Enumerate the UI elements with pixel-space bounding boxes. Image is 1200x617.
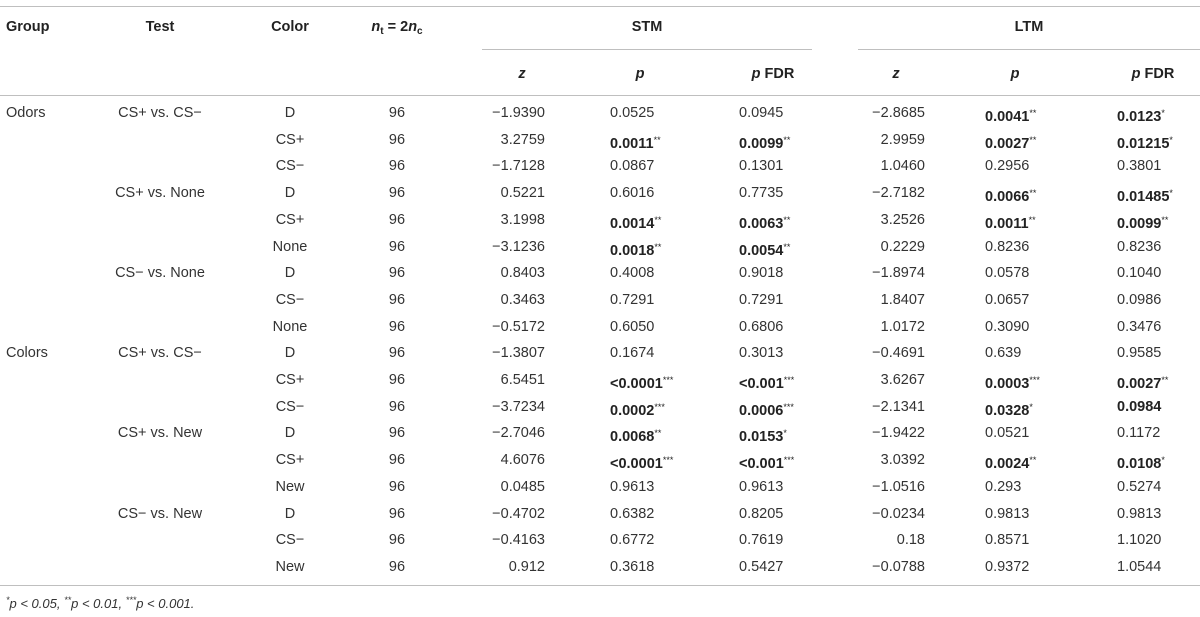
cell-ltm-p	[985, 157, 1029, 175]
cell-value: <0.001	[739, 376, 784, 392]
cell-n: 96	[388, 452, 406, 469]
cell-stm-z: −3.7234	[492, 398, 545, 415]
cell-value: 0.6806	[739, 318, 784, 335]
cell-value: 0.2956	[985, 158, 1030, 175]
cell-stm-z: 6.5451	[500, 372, 545, 388]
cell-n: 96	[388, 532, 406, 549]
cell-stm-fdr	[739, 344, 783, 362]
footnote-sym-2: **	[64, 595, 72, 605]
header-stm-pfdr-p: p	[751, 66, 761, 82]
cell-ltm-p	[985, 184, 1036, 206]
header-n-sub-t: t	[380, 26, 384, 37]
cell-stm-fdr	[739, 131, 790, 153]
significance-marker: *	[1169, 188, 1173, 199]
cell-value: 0.0063	[739, 215, 784, 232]
cell-ltm-p	[985, 264, 1029, 282]
significance-marker: **	[1029, 455, 1037, 466]
cell-group: Odors	[6, 105, 46, 121]
cell-test: CS+ vs. New	[117, 425, 203, 442]
cell-value: 0.3476	[1117, 318, 1162, 335]
significance-marker: **	[783, 241, 791, 252]
cell-n: 96	[388, 185, 406, 202]
cell-value: 0.0521	[985, 425, 1030, 442]
cell-n: 96	[388, 131, 406, 148]
cell-value: 0.0578	[985, 265, 1030, 282]
cell-stm-p	[610, 344, 654, 362]
cell-stm-z: −0.5172	[492, 318, 545, 335]
cell-stm-p	[610, 131, 661, 153]
cell-group: Colors	[6, 345, 48, 362]
cell-ltm-fdr	[1117, 264, 1161, 282]
footnote	[6, 595, 194, 611]
header-stm-p	[595, 65, 685, 83]
bottom-rule	[0, 585, 1200, 586]
cell-ltm-z: 3.0392	[880, 452, 925, 469]
header-bottom-rule	[0, 95, 1200, 96]
cell-ltm-z: −0.0788	[872, 558, 925, 575]
cell-n: 96	[388, 505, 406, 522]
cell-value: 0.3013	[739, 345, 784, 362]
significance-marker: *	[1161, 455, 1165, 466]
cell-value: 0.4008	[610, 265, 655, 282]
cell-ltm-z: −2.1341	[872, 398, 925, 415]
cell-value: 0.9585	[1117, 345, 1162, 362]
significance-marker: ***	[654, 401, 665, 412]
cell-stm-p	[610, 371, 673, 393]
cell-value: 0.9613	[610, 478, 655, 495]
cell-value: 0.5427	[739, 558, 784, 575]
cell-color: CS+	[275, 211, 305, 228]
significance-marker: ***	[783, 455, 795, 466]
cell-ltm-fdr	[1117, 344, 1161, 362]
cell-value: 0.0986	[1117, 291, 1162, 308]
header-stm-z	[482, 65, 562, 83]
cell-stm-fdr	[739, 424, 787, 446]
footnote-text-2: p < 0.01,	[71, 596, 126, 611]
significance-marker: ***	[783, 401, 794, 412]
cell-stm-z: 0.5221	[500, 185, 545, 202]
significance-marker: **	[1028, 214, 1036, 225]
cell-test: CS+ vs. CS−	[118, 105, 202, 121]
top-rule	[0, 6, 1200, 7]
cell-test: CS+ vs. CS−	[118, 345, 202, 362]
cell-ltm-p	[985, 505, 1029, 523]
cell-ltm-z: −0.0234	[872, 505, 925, 522]
cell-stm-fdr	[739, 104, 783, 122]
cell-color: CS−	[275, 532, 305, 549]
cell-value: 0.8236	[985, 238, 1030, 255]
header-ltm-pfdr	[1108, 65, 1198, 83]
cell-value: 0.0041	[985, 109, 1030, 125]
cell-value: 0.1674	[610, 345, 655, 362]
significance-marker: *	[1169, 134, 1173, 145]
header-stm: STM	[631, 19, 663, 35]
cell-test: CS− vs. None	[115, 265, 205, 282]
cell-value: 0.0099	[1117, 215, 1162, 232]
cell-ltm-fdr	[1117, 451, 1165, 473]
header-ltm-z-text: z	[892, 66, 900, 82]
cell-stm-fdr	[739, 211, 790, 233]
cell-value: 0.7735	[739, 185, 784, 202]
header-n-symbol: n	[371, 19, 381, 35]
cell-ltm-z: 0.2229	[880, 238, 925, 255]
cell-ltm-p	[985, 291, 1029, 309]
significance-marker: ***	[662, 455, 674, 466]
header-n-eq: = 2	[383, 19, 409, 35]
cell-ltm-z: 2.9959	[880, 131, 925, 148]
header-stm-pfdr	[728, 65, 818, 83]
cell-stm-p	[610, 291, 654, 309]
significance-marker: **	[783, 134, 791, 145]
cell-value: 0.0099	[739, 135, 784, 152]
header-n-symbol-2: n	[408, 19, 418, 35]
cell-value: 0.0027	[985, 135, 1030, 152]
cell-value: 0.293	[985, 478, 1022, 495]
cell-ltm-p	[985, 344, 1021, 362]
cell-value: <0.0001	[610, 456, 663, 473]
cell-stm-p	[610, 184, 654, 202]
cell-color: D	[284, 505, 296, 522]
significance-marker: *	[1029, 401, 1033, 412]
cell-value: 0.01215	[1117, 135, 1170, 152]
cell-stm-p	[610, 398, 665, 420]
cell-stm-fdr	[739, 371, 794, 393]
header-color: Color	[271, 19, 309, 35]
cell-n: 96	[388, 372, 406, 388]
cell-value: 0.9018	[739, 265, 784, 282]
cell-value: 0.0153	[739, 429, 784, 446]
cell-value: 0.0011	[610, 135, 654, 152]
cell-value: 0.639	[985, 345, 1022, 362]
cell-value: 0.0068	[610, 429, 655, 446]
cell-stm-p	[610, 478, 654, 496]
significance-marker: **	[783, 214, 791, 225]
cell-test: CS− vs. New	[117, 505, 203, 522]
cell-stm-p	[610, 238, 661, 260]
cell-ltm-z: 3.2526	[880, 211, 925, 228]
cell-ltm-z: 1.0172	[880, 318, 925, 335]
cell-stm-p	[610, 104, 654, 122]
cell-stm-fdr	[739, 264, 783, 282]
cell-stm-fdr	[739, 238, 790, 260]
cell-stm-z: 0.912	[508, 558, 545, 575]
cell-stm-z: −1.3807	[492, 345, 545, 362]
cell-value: 0.6772	[610, 532, 655, 549]
cell-n: 96	[388, 478, 406, 495]
cell-value: 0.0006	[739, 402, 784, 419]
cell-stm-z: −3.1236	[492, 238, 545, 255]
cell-stm-z: −0.4702	[492, 505, 545, 522]
significance-marker: **	[654, 428, 662, 439]
cell-stm-p	[610, 157, 654, 175]
cell-n: 96	[388, 211, 406, 228]
cell-stm-p	[610, 264, 654, 282]
cell-ltm-fdr	[1117, 211, 1168, 233]
cell-color: D	[284, 265, 296, 282]
cell-value: 0.0525	[610, 105, 655, 121]
cell-stm-z: −1.9390	[492, 105, 545, 121]
cell-n: 96	[388, 318, 406, 335]
significance-marker: **	[1161, 214, 1169, 225]
cell-n: 96	[388, 265, 406, 282]
significance-marker: ***	[1029, 375, 1040, 385]
significance-marker: **	[653, 134, 661, 145]
cell-color: CS−	[275, 398, 305, 415]
cell-stm-fdr	[739, 558, 783, 576]
cell-ltm-fdr	[1117, 531, 1161, 549]
cell-ltm-p	[985, 451, 1036, 473]
cell-value: 0.0024	[985, 456, 1030, 473]
significance-marker: *	[1161, 108, 1165, 118]
cell-ltm-z: 1.8407	[880, 291, 925, 308]
cell-ltm-z: 1.0460	[880, 158, 925, 175]
cell-value: 1.0544	[1117, 558, 1162, 575]
cell-ltm-z: −0.4691	[872, 345, 925, 362]
significance-marker: ***	[783, 375, 795, 385]
cell-n: 96	[388, 105, 406, 121]
cell-stm-z: −2.7046	[492, 425, 545, 442]
cell-value: 0.0108	[1117, 456, 1162, 473]
cell-ltm-fdr	[1117, 505, 1161, 523]
cell-value: 0.9372	[985, 558, 1030, 575]
header-ltm: LTM	[1014, 19, 1044, 35]
cell-ltm-fdr	[1117, 318, 1161, 336]
cell-stm-fdr	[739, 451, 794, 473]
cell-stm-fdr	[739, 531, 783, 549]
cell-value: 0.1301	[739, 158, 784, 175]
cell-ltm-p	[985, 558, 1029, 576]
cell-value: 0.01485	[1117, 189, 1170, 206]
cell-stm-fdr	[739, 478, 783, 496]
cell-n: 96	[388, 398, 406, 415]
stm-span-rule	[482, 49, 812, 50]
cell-value: 0.9813	[1117, 505, 1162, 522]
cell-ltm-z: 0.18	[896, 532, 925, 549]
cell-value: 0.0011	[985, 215, 1029, 232]
cell-value: 0.8205	[739, 505, 784, 522]
cell-color: None	[272, 238, 308, 255]
cell-value: 0.0984	[1117, 398, 1162, 415]
cell-value: <0.001	[739, 456, 784, 473]
cell-color: CS−	[275, 291, 305, 308]
header-test: Test	[145, 19, 175, 35]
cell-color: None	[272, 318, 308, 335]
cell-stm-p	[610, 558, 654, 576]
cell-stm-p	[610, 211, 661, 233]
cell-value: 0.0123	[1117, 109, 1162, 125]
significance-marker: **	[654, 214, 662, 225]
significance-marker: **	[1161, 375, 1169, 385]
cell-ltm-p	[985, 478, 1021, 496]
header-ltm-p	[970, 65, 1060, 83]
significance-marker: *	[783, 428, 787, 439]
cell-color: CS+	[275, 452, 305, 469]
cell-value: 0.0328	[985, 402, 1030, 419]
cell-ltm-p	[985, 398, 1033, 420]
cell-ltm-z: 3.6267	[880, 372, 925, 388]
cell-value: 0.9813	[985, 505, 1030, 522]
significance-marker: ***	[662, 375, 674, 385]
ltm-span-rule	[858, 49, 1200, 50]
cell-stm-z: 3.1998	[500, 211, 545, 228]
cell-ltm-fdr	[1117, 291, 1161, 309]
cell-stm-fdr	[739, 184, 783, 202]
cell-ltm-p	[985, 238, 1029, 256]
cell-ltm-z: −1.8974	[872, 265, 925, 282]
cell-stm-z: 0.3463	[500, 291, 545, 308]
significance-marker: **	[1029, 108, 1037, 118]
header-stm-p-text: p	[635, 66, 645, 82]
cell-ltm-fdr	[1117, 104, 1165, 126]
cell-ltm-p	[985, 131, 1036, 153]
cell-color: CS+	[275, 372, 305, 388]
footnote-text-1: p < 0.05,	[9, 596, 65, 611]
cell-ltm-p	[985, 531, 1029, 549]
cell-ltm-fdr	[1117, 238, 1161, 256]
cell-value: 0.0054	[739, 242, 784, 259]
header-ltm-p-text: p	[1010, 66, 1020, 82]
header-n-sub-c: c	[417, 26, 423, 37]
cell-n: 96	[388, 291, 406, 308]
cell-test: CS+ vs. None	[115, 185, 205, 202]
cell-value: 0.3801	[1117, 158, 1162, 175]
cell-ltm-fdr	[1117, 424, 1160, 442]
cell-value: 0.0945	[739, 105, 784, 121]
cell-stm-z: −0.4163	[492, 532, 545, 549]
footnote-sym-3: ***	[125, 595, 137, 605]
cell-ltm-p	[985, 318, 1029, 336]
cell-stm-p	[610, 318, 654, 336]
cell-ltm-p	[985, 424, 1029, 442]
cell-value: 0.7619	[739, 532, 784, 549]
cell-value: 0.0867	[610, 158, 655, 175]
cell-ltm-z: −2.7182	[872, 185, 925, 202]
footnote-sym-1: *	[6, 595, 10, 605]
cell-stm-fdr	[739, 398, 794, 420]
significance-marker: **	[1029, 188, 1037, 199]
cell-value: 0.6016	[610, 185, 655, 202]
cell-value: 0.0014	[610, 215, 655, 232]
cell-ltm-z: −2.8685	[872, 105, 925, 121]
cell-ltm-fdr	[1117, 478, 1161, 496]
cell-value: 0.1040	[1117, 265, 1162, 282]
cell-stm-p	[610, 531, 654, 549]
cell-stm-fdr	[739, 157, 783, 175]
cell-ltm-p	[985, 104, 1036, 126]
cell-value: 0.6050	[610, 318, 655, 335]
cell-color: New	[275, 478, 305, 495]
header-group: Group	[6, 19, 50, 35]
header-ltm-pfdr-rest: FDR	[1140, 66, 1175, 82]
cell-value: 0.0657	[985, 291, 1030, 308]
cell-stm-z: 0.8403	[500, 265, 545, 282]
cell-ltm-fdr	[1117, 131, 1173, 153]
cell-color: New	[275, 558, 305, 575]
cell-color: D	[284, 105, 296, 121]
cell-n: 96	[388, 345, 406, 362]
header-n	[340, 18, 454, 41]
cell-value: 0.0003	[985, 376, 1030, 392]
footnote-text-3: p < 0.001.	[136, 596, 195, 611]
significance-marker: **	[654, 241, 662, 252]
cell-stm-z: 3.2759	[500, 131, 545, 148]
cell-value: 0.5274	[1117, 478, 1162, 495]
cell-value: 0.0027	[1117, 376, 1162, 392]
cell-color: D	[284, 345, 296, 362]
cell-value: 0.1172	[1117, 425, 1161, 442]
cell-ltm-fdr	[1117, 184, 1173, 206]
cell-n: 96	[388, 425, 406, 442]
cell-value: 0.6382	[610, 505, 655, 522]
cell-stm-z: 4.6076	[500, 452, 545, 469]
cell-value: <0.0001	[610, 376, 663, 392]
cell-ltm-fdr	[1117, 157, 1161, 175]
cell-stm-p	[610, 505, 654, 523]
cell-n: 96	[388, 558, 406, 575]
cell-stm-p	[610, 424, 661, 446]
cell-value: 0.7291	[739, 291, 784, 308]
header-ltm-z	[856, 65, 936, 83]
cell-value: 0.8571	[985, 532, 1030, 549]
cell-ltm-z: −1.9422	[872, 425, 925, 442]
cell-color: D	[284, 185, 296, 202]
cell-ltm-z: −1.0516	[872, 478, 925, 495]
cell-value: 0.9613	[739, 478, 784, 495]
cell-stm-z: 0.0485	[500, 478, 545, 495]
cell-value: 0.0002	[610, 402, 655, 419]
cell-ltm-fdr	[1117, 371, 1168, 393]
cell-value: 0.3090	[985, 318, 1030, 335]
cell-ltm-fdr	[1117, 558, 1161, 576]
cell-ltm-fdr	[1117, 398, 1161, 416]
significance-marker: **	[1029, 134, 1037, 145]
cell-ltm-p	[985, 211, 1036, 233]
cell-color: D	[284, 425, 296, 442]
cell-stm-fdr	[739, 505, 783, 523]
header-stm-z-text: z	[518, 66, 526, 82]
header-stm-pfdr-rest: FDR	[760, 66, 795, 82]
cell-value: 0.0066	[985, 189, 1030, 206]
cell-stm-p	[610, 451, 673, 473]
cell-color: CS+	[275, 131, 305, 148]
cell-n: 96	[388, 238, 406, 255]
cell-value: 0.3618	[610, 558, 655, 575]
cell-value: 0.7291	[610, 291, 655, 308]
cell-color: CS−	[275, 158, 305, 175]
cell-stm-fdr	[739, 291, 783, 309]
cell-value: 0.8236	[1117, 238, 1162, 255]
cell-ltm-p	[985, 371, 1040, 393]
cell-value: 1.1020	[1117, 532, 1162, 549]
header-ltm-pfdr-p: p	[1131, 66, 1141, 82]
cell-stm-z: −1.7128	[492, 158, 545, 175]
cell-stm-fdr	[739, 318, 783, 336]
cell-value: 0.0018	[610, 242, 655, 259]
cell-n: 96	[388, 158, 406, 175]
